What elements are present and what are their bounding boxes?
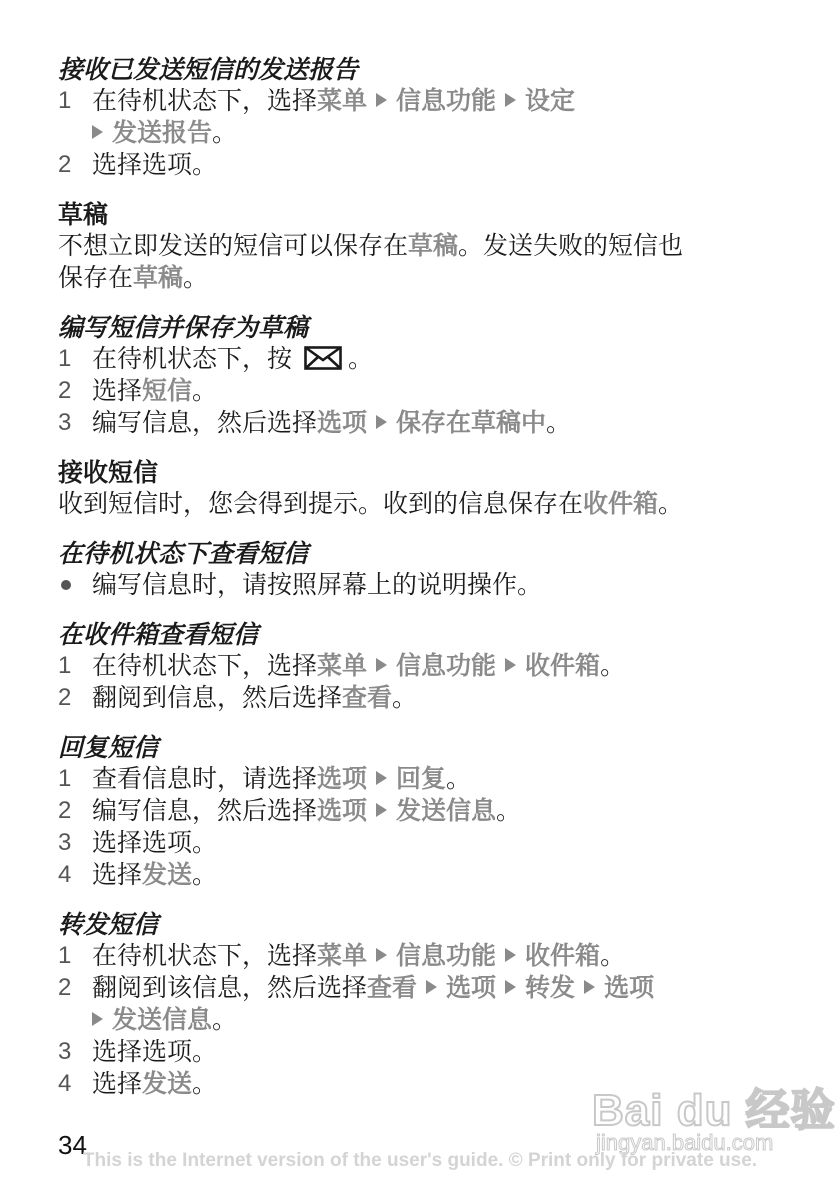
step	[58, 407, 818, 439]
arrow-right-icon	[376, 658, 387, 672]
paragraph-text: 保存在	[58, 263, 134, 292]
step-number: 1	[58, 87, 72, 114]
arrow-right-icon	[376, 948, 387, 962]
bullet-icon	[61, 580, 71, 590]
menu-term: 回复	[396, 764, 447, 793]
menu-term: 草稿	[408, 231, 459, 260]
bullet-item	[58, 569, 818, 601]
step-text: 翻阅到信息，然后选择	[92, 683, 343, 712]
menu-term: 草稿	[133, 263, 184, 292]
paragraph	[58, 230, 818, 294]
step-text: 翻阅到该信息，然后选择	[92, 973, 368, 1002]
arrow-right-icon	[376, 771, 387, 785]
menu-term: 收件箱	[583, 489, 659, 518]
menu-term: 查看	[367, 973, 418, 1002]
step-end: 。	[348, 344, 374, 373]
step	[58, 375, 818, 407]
menu-term: 选项	[446, 973, 497, 1002]
section-heading: 接收已发送短信的发送报告	[58, 55, 359, 84]
step	[58, 795, 818, 827]
step	[58, 682, 818, 714]
step-number: 1	[58, 942, 72, 969]
step	[58, 85, 818, 149]
menu-term: 发送	[142, 860, 193, 889]
step-number: 3	[58, 1038, 72, 1065]
paragraph-text: 。	[183, 263, 209, 292]
step-text: 编写信息，然后选择	[92, 408, 318, 437]
step-end: 。	[446, 764, 472, 793]
menu-term: 菜单	[317, 651, 368, 680]
menu-term: 收件箱	[525, 941, 601, 970]
bullet-text: 编写信息时，请按照屏幕上的说明操作。	[92, 570, 543, 599]
menu-term: 选项	[604, 973, 655, 1002]
step-number: 1	[58, 652, 72, 679]
watermark-url: jingyan.baidu.com	[596, 1130, 774, 1155]
section-drafts	[58, 199, 818, 294]
step-end: 。	[212, 1005, 238, 1034]
step-text: 在待机状态下，按	[92, 344, 293, 373]
step-number: 2	[58, 377, 72, 404]
step	[58, 827, 818, 859]
step-number: 3	[58, 829, 72, 856]
menu-term: 发送	[142, 1069, 193, 1098]
step	[58, 763, 818, 795]
menu-term: 发送报告	[112, 118, 213, 147]
menu-term: 查看	[342, 683, 393, 712]
arrow-right-icon	[505, 948, 516, 962]
step-number: 2	[58, 151, 72, 178]
section-reply-sms	[58, 732, 818, 891]
step-end: 。	[212, 118, 238, 147]
envelope-icon	[304, 346, 342, 370]
step-text: 编写信息，然后选择	[92, 796, 318, 825]
step-end: 。	[192, 1069, 218, 1098]
footer-note: This is the Internet version of the user's guide. © Print only for private use.	[82, 1150, 758, 1171]
step	[58, 940, 818, 972]
section-view-inbox	[58, 619, 818, 714]
menu-term: 选项	[317, 408, 368, 437]
step	[58, 859, 818, 891]
step-number: 1	[58, 345, 72, 372]
step	[58, 343, 818, 375]
manual-page	[58, 54, 818, 1118]
arrow-right-icon	[92, 125, 103, 139]
section-receive-sms	[58, 457, 818, 520]
step-text: 选择	[92, 376, 143, 405]
step-text: 选择	[92, 1069, 143, 1098]
step-text: 选择	[92, 860, 143, 889]
step-continuation	[92, 1004, 818, 1036]
arrow-right-icon	[376, 415, 387, 429]
section-heading: 转发短信	[58, 910, 159, 939]
step-text: 在待机状态下，选择	[92, 941, 318, 970]
step-number: 1	[58, 765, 72, 792]
arrow-right-icon	[505, 980, 516, 994]
step-number: 2	[58, 684, 72, 711]
page-number: 34	[58, 1130, 87, 1160]
arrow-right-icon	[92, 1012, 103, 1026]
step-text: 选择选项。	[92, 828, 218, 857]
step-end: 。	[192, 860, 218, 889]
step-end: 。	[600, 941, 626, 970]
menu-term: 选项	[317, 796, 368, 825]
menu-term: 短信	[142, 376, 193, 405]
menu-term: 转发	[525, 973, 576, 1002]
menu-term: 收件箱	[525, 651, 601, 680]
step-end: 。	[192, 376, 218, 405]
section-heading: 接收短信	[58, 458, 159, 487]
step-number: 4	[58, 1070, 72, 1097]
baidu-watermark	[592, 1068, 836, 1158]
menu-term: 发送信息	[112, 1005, 213, 1034]
arrow-right-icon	[505, 93, 516, 107]
menu-term: 发送信息	[396, 796, 497, 825]
paragraph	[58, 488, 818, 520]
watermark-logo: Bai du 经验	[592, 1086, 836, 1135]
paragraph-text: 收到短信时，您会得到提示。收到的信息保存在	[58, 489, 584, 518]
step-end: 。	[546, 408, 572, 437]
section-save-draft	[58, 312, 818, 439]
menu-term: 信息功能	[396, 86, 497, 115]
menu-term: 信息功能	[396, 651, 497, 680]
paragraph-text: 。发送失败的短信也	[458, 231, 684, 260]
menu-term: 菜单	[317, 86, 368, 115]
step-text: 选择选项。	[92, 150, 218, 179]
step	[58, 1036, 818, 1068]
menu-term: 设定	[525, 86, 576, 115]
section-heading: 在收件箱查看短信	[58, 620, 259, 649]
step-number: 2	[58, 797, 72, 824]
step	[58, 972, 818, 1036]
arrow-right-icon	[426, 980, 437, 994]
step-text: 查看信息时，请选择	[92, 764, 318, 793]
step	[58, 650, 818, 682]
step-text: 在待机状态下，选择	[92, 86, 318, 115]
step	[58, 149, 818, 181]
step-end: 。	[600, 651, 626, 680]
arrow-right-icon	[376, 93, 387, 107]
section-heading: 草稿	[58, 200, 109, 229]
arrow-right-icon	[505, 658, 516, 672]
section-delivery-report	[58, 54, 818, 181]
section-heading: 编写短信并保存为草稿	[58, 313, 309, 342]
section-heading: 在待机状态下查看短信	[58, 539, 309, 568]
step-number: 4	[58, 861, 72, 888]
arrow-right-icon	[376, 803, 387, 817]
step-continuation	[92, 117, 818, 149]
menu-term: 菜单	[317, 941, 368, 970]
section-heading: 回复短信	[58, 733, 159, 762]
arrow-right-icon	[584, 980, 595, 994]
step-end: 。	[496, 796, 522, 825]
step-text: 选择选项。	[92, 1037, 218, 1066]
step-number: 2	[58, 974, 72, 1001]
paragraph-text: 不想立即发送的短信可以保存在	[58, 231, 409, 260]
menu-term: 保存在草稿中	[396, 408, 547, 437]
step-text: 在待机状态下，选择	[92, 651, 318, 680]
menu-term: 信息功能	[396, 941, 497, 970]
paragraph-text: 。	[658, 489, 684, 518]
menu-term: 选项	[317, 764, 368, 793]
step-end: 。	[392, 683, 418, 712]
section-view-standby	[58, 538, 818, 601]
step-number: 3	[58, 409, 72, 436]
